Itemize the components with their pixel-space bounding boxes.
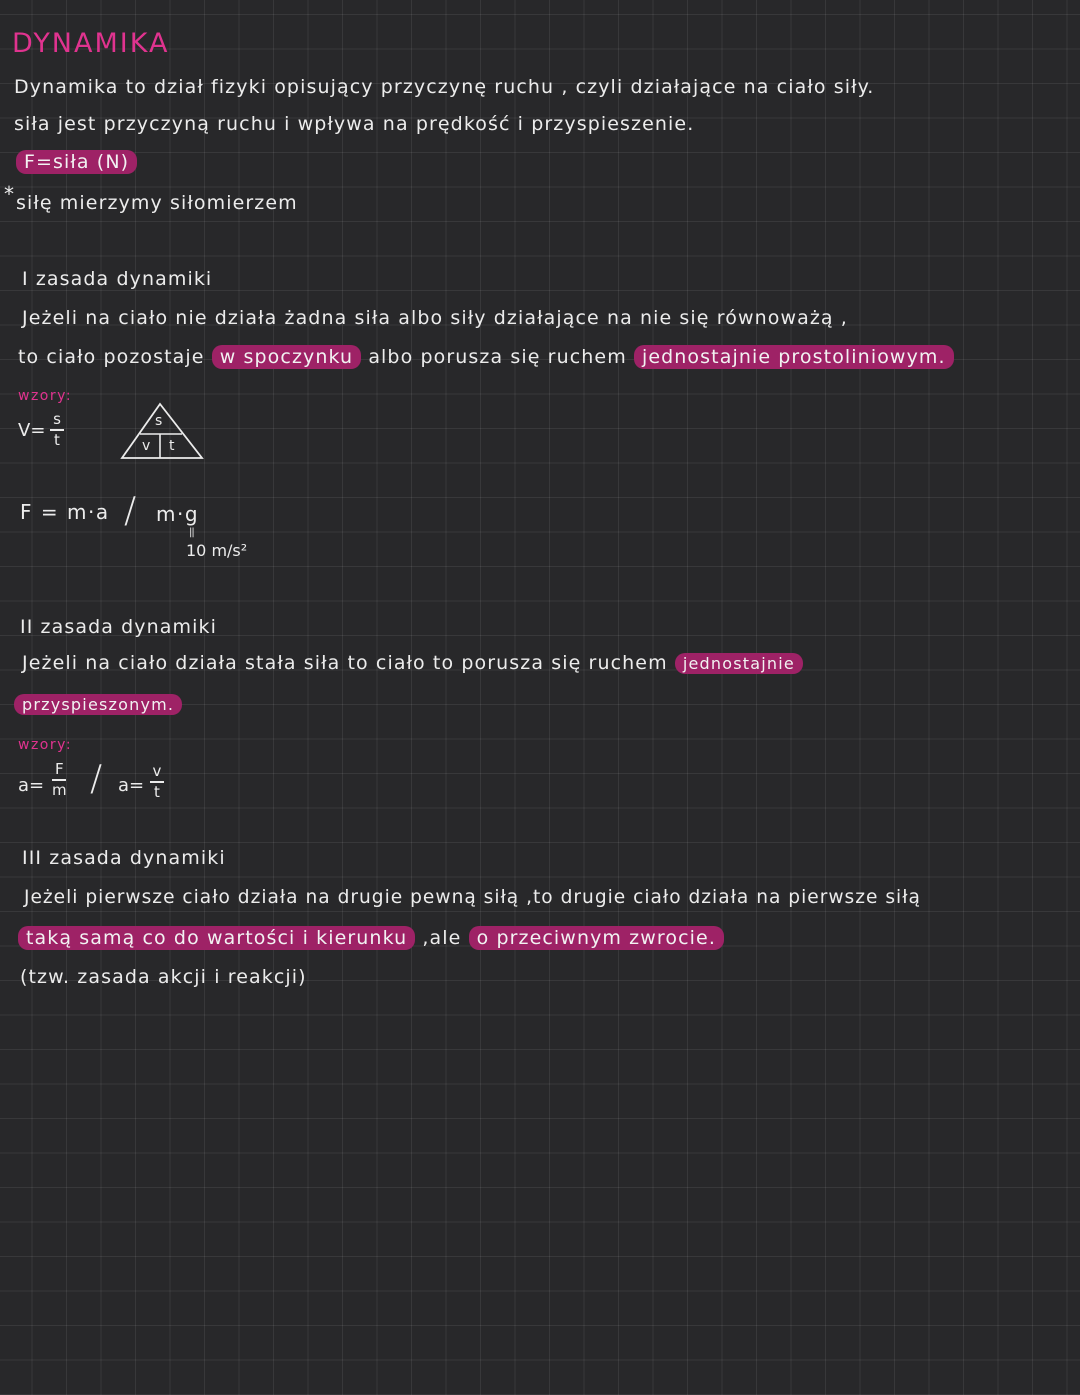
highlight-uniformly: jednostajnie xyxy=(675,653,803,674)
intro-line-2: siła jest przyczyną ruchu i wpływa na prędkość i przyspieszenie. xyxy=(14,113,695,135)
triangle-top-label: s xyxy=(155,413,163,429)
highlight-opposite-sense: o przeciwnym zwrocie. xyxy=(469,926,724,950)
weight-formula: m·g xyxy=(156,502,200,526)
intro-line-1: Dynamika to dział fizyki opisujący przyczynę ruchu , czyli działające na ciało siły. xyxy=(14,76,875,98)
force-formula: F = m·a xyxy=(20,500,110,524)
law2-line-1 xyxy=(22,652,803,674)
law1-formulas-label: wzory: xyxy=(18,388,73,404)
force-definition-badge: F=siła (N) xyxy=(16,150,137,174)
law2-heading: II zasada dynamiki xyxy=(20,616,218,638)
acceleration-formula-1-lhs: a= xyxy=(18,775,45,796)
page-title: DYNAMIKA xyxy=(12,28,170,59)
velocity-fraction xyxy=(50,412,64,448)
highlight-uniform-linear: jednostajnie prostoliniowym. xyxy=(634,345,954,369)
law3-line-2-middle: ,ale xyxy=(422,927,462,949)
asterisk-note-marker: * xyxy=(4,182,14,206)
law1-heading: I zasada dynamiki xyxy=(22,268,213,290)
law3-note: (tzw. zasada akcji i reakcji) xyxy=(20,966,307,988)
acceleration-2-denominator: t xyxy=(154,782,160,801)
law1-line-2 xyxy=(18,346,954,368)
formula-separator: / xyxy=(124,490,137,531)
triangle-left-label: v xyxy=(142,438,151,454)
acceleration-1-denominator: m xyxy=(52,780,67,799)
gravity-value: 10 m/s² xyxy=(186,541,248,560)
velocity-denominator: t xyxy=(54,430,60,449)
law3-line-1: Jeżeli pierwsze ciało działa na drugie pewną siłą ,to drugie ciało działa na pierwsze siłą xyxy=(24,887,921,908)
law3-heading: III zasada dynamiki xyxy=(22,847,226,869)
law2-line-1-start: Jeżeli na ciało działa stała siła to ciało to porusza się ruchem xyxy=(22,652,668,674)
svt-triangle-icon xyxy=(118,400,208,462)
velocity-numerator: s xyxy=(53,410,61,428)
triangle-right-label: t xyxy=(169,438,175,454)
law2-formulas-label: wzory: xyxy=(18,737,73,753)
formula-separator: / xyxy=(90,758,103,799)
highlight-accelerated: przyspieszonym. xyxy=(14,694,182,715)
law1-line-1: Jeżeli na ciało nie działa żadna siła albo siły działające na nie się równoważą , xyxy=(22,307,848,329)
highlight-same-value-direction: taką samą co do wartości i kierunku xyxy=(18,926,415,950)
acceleration-formula-2-lhs: a= xyxy=(118,775,145,796)
equals-vertical-sign: || xyxy=(189,527,194,538)
acceleration-fraction-1 xyxy=(52,762,67,798)
velocity-formula-lhs: V= xyxy=(18,420,46,441)
acceleration-fraction-2 xyxy=(150,764,164,800)
law3-line-2 xyxy=(18,927,724,949)
law1-line-2-middle: albo porusza się ruchem xyxy=(368,346,627,368)
highlight-rest: w spoczynku xyxy=(212,345,361,369)
acceleration-2-numerator: v xyxy=(152,762,162,780)
law1-line-2-start: to ciało pozostaje xyxy=(18,346,205,368)
acceleration-1-numerator: F xyxy=(54,760,64,778)
measurement-note: siłę mierzymy siłomierzem xyxy=(16,192,298,214)
